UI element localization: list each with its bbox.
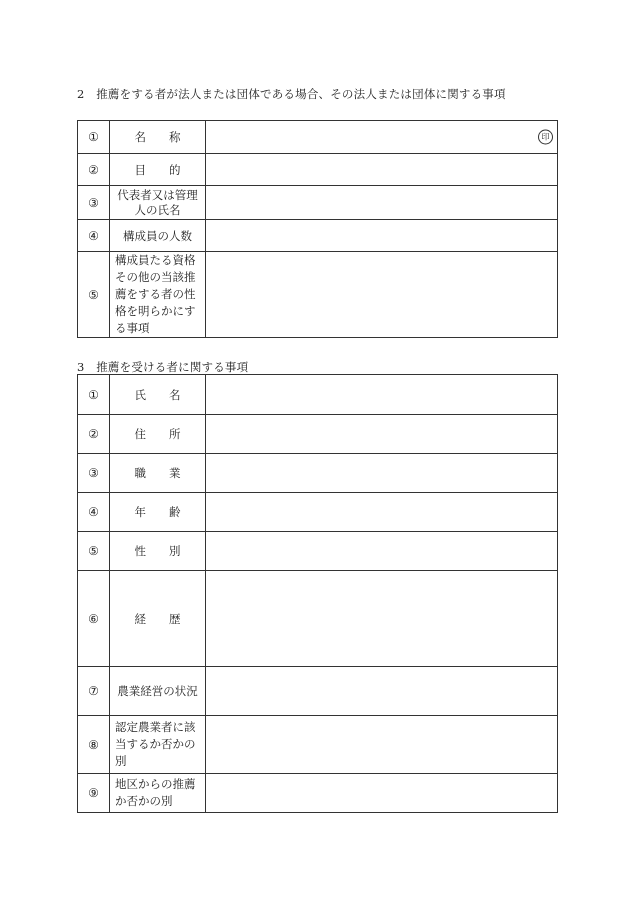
- row-number: ④: [78, 493, 110, 532]
- district-recommendation-value-field[interactable]: [206, 774, 558, 813]
- row-label-full-name: 氏 名: [110, 375, 206, 415]
- row-number: ⑥: [78, 571, 110, 667]
- farm-management-value-field[interactable]: [206, 667, 558, 716]
- table-row: [78, 667, 558, 716]
- table-row: [78, 186, 558, 220]
- row-number: ⑤: [78, 532, 110, 571]
- row-label-address: 住 所: [110, 415, 206, 454]
- full-name-value-field[interactable]: [206, 375, 558, 415]
- row-label-district-recommendation: 地区からの推薦か否かの別: [110, 774, 206, 813]
- career-value-field[interactable]: [206, 571, 558, 667]
- row-number: ⑨: [78, 774, 110, 813]
- row-number: ③: [78, 454, 110, 493]
- row-label-occupation: 職 業: [110, 454, 206, 493]
- purpose-value-field[interactable]: [206, 154, 558, 186]
- row-label-member-qualification: 構成員たる資格その他の当該推薦をする者の性格を明らかにする事項: [110, 252, 206, 338]
- row-number: ②: [78, 154, 110, 186]
- section2-table: [77, 120, 558, 338]
- row-label-farm-management: 農業経営の状況: [110, 667, 206, 716]
- occupation-value-field[interactable]: [206, 454, 558, 493]
- representative-value-field[interactable]: [206, 186, 558, 220]
- row-label-representative: 代表者又は管理人の氏名: [110, 186, 206, 220]
- section2-heading: 2 推薦をする者が法人または団体である場合、その法人または団体に関する事項: [77, 87, 506, 101]
- table-row: [78, 375, 558, 415]
- row-label-member-count: 構成員の人数: [110, 220, 206, 252]
- table-row: [78, 774, 558, 813]
- section3-heading: 3 推薦を受ける者に関する事項: [77, 360, 249, 374]
- table-row: [78, 252, 558, 338]
- table-row: [78, 415, 558, 454]
- row-number: ①: [78, 375, 110, 415]
- row-label-name: 名 称: [110, 121, 206, 154]
- row-number: ⑦: [78, 667, 110, 716]
- table-row: [78, 571, 558, 667]
- address-value-field[interactable]: [206, 415, 558, 454]
- table-row: [78, 121, 558, 154]
- name-value-field[interactable]: [206, 121, 558, 154]
- table-row: [78, 716, 558, 774]
- certified-farmer-value-field[interactable]: [206, 716, 558, 774]
- row-label-purpose: 目 的: [110, 154, 206, 186]
- section3-table: [77, 374, 558, 813]
- table-row: [78, 493, 558, 532]
- table-row: [78, 532, 558, 571]
- age-value-field[interactable]: [206, 493, 558, 532]
- table-row: [78, 154, 558, 186]
- table-row: [78, 220, 558, 252]
- row-number: ⑤: [78, 252, 110, 338]
- row-number: ②: [78, 415, 110, 454]
- row-number: ①: [78, 121, 110, 154]
- member-count-value-field[interactable]: [206, 220, 558, 252]
- row-number: ③: [78, 186, 110, 220]
- sex-value-field[interactable]: [206, 532, 558, 571]
- row-label-career: 経 歴: [110, 571, 206, 667]
- row-label-sex: 性 別: [110, 532, 206, 571]
- table-row: [78, 454, 558, 493]
- row-number: ⑧: [78, 716, 110, 774]
- row-label-age: 年 齢: [110, 493, 206, 532]
- member-qualification-value-field[interactable]: [206, 252, 558, 338]
- row-number: ④: [78, 220, 110, 252]
- seal-mark-icon: 印: [538, 130, 553, 145]
- row-label-certified-farmer: 認定農業者に該当するか否かの別: [110, 716, 206, 774]
